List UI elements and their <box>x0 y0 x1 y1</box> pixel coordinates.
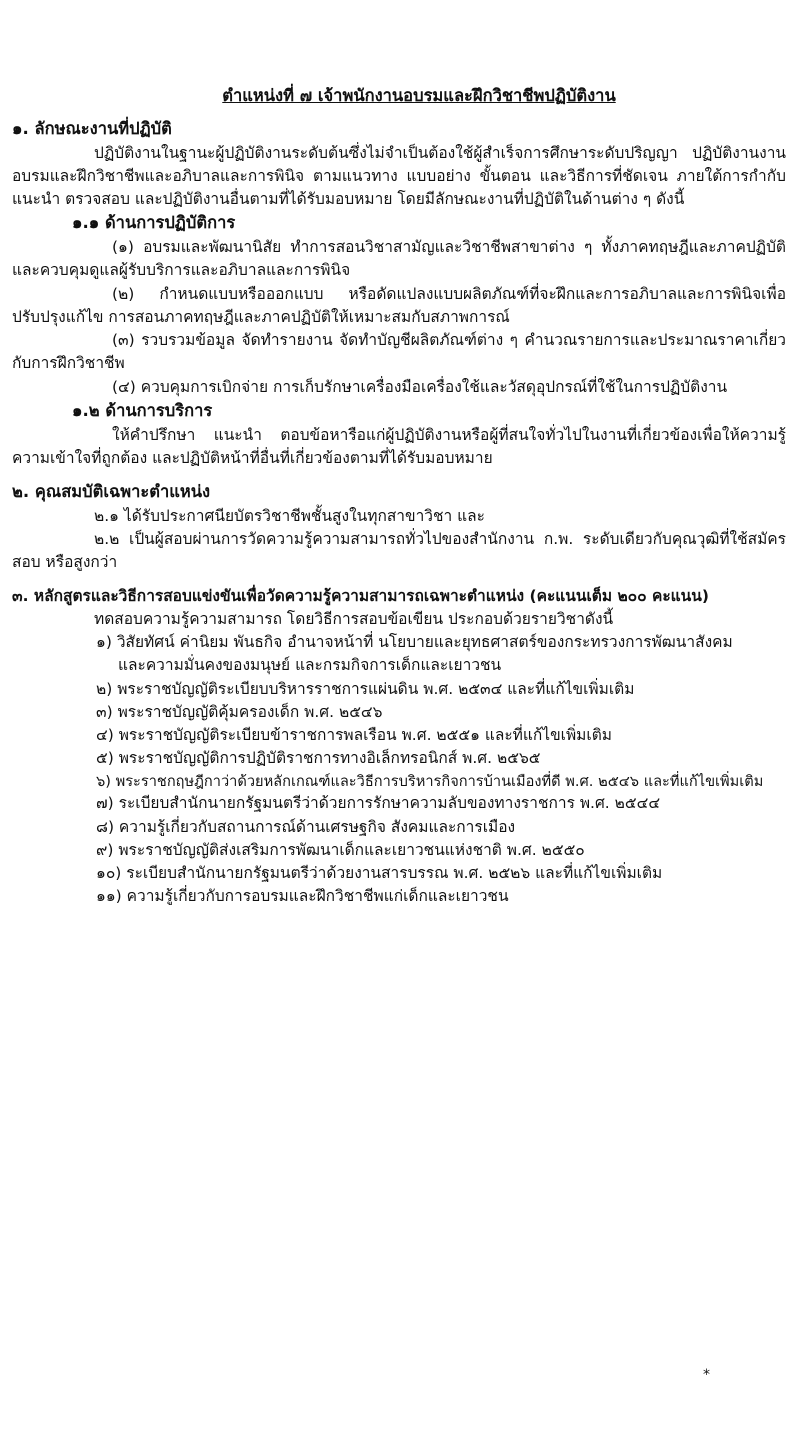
exam-subject-item: ๗) ระเบียบสำนักนายกรัฐมนตรีว่าด้วยการรักษาความลับของทางราชการ พ.ศ. ๒๕๔๔ <box>96 794 661 813</box>
exam-subject-item: ๘) ความรู้เกี่ยวกับสถานการณ์ด้านเศรษฐกิจ สังคมและการเมือง <box>96 817 516 836</box>
exam-subject-list <box>12 631 786 909</box>
exam-subject-1-line-1: ๑) วิสัยทัศน์ ค่านิยม พันธกิจ อำนาจหน้าที่ นโยบายและยุทธศาสตร์ของกระทรวงการพัฒนาสังคม <box>96 633 733 651</box>
section-1-1-item-4: (๔) ควบคุมการเบิกจ่าย การเก็บรักษาเครื่องมือเครื่องใช้และวัสดุอุปกรณ์ที่ใช้ในการปฏิบัติงาน <box>112 377 728 396</box>
exam-subject-item: ๔) พระราชบัญญัติระเบียบข้าราชการพลเรือน พ.ศ. ๒๕๕๑ และที่แก้ไขเพิ่มเติม <box>96 726 612 744</box>
section-2-heading: ๒. คุณสมบัติเฉพาะตำแหน่ง <box>12 482 211 501</box>
section-3-intro: ทดสอบความรู้ความสามารถ โดยวิธีการสอบข้อเขียน ประกอบด้วยรายวิชาดังนี้ <box>94 609 614 628</box>
exam-subject-item: ๖) พระราชกฤษฎีกาว่าด้วยหลักเกณฑ์และวิธีการบริหารกิจการบ้านเมืองที่ดี พ.ศ. ๒๕๔๖ และที่แก้ไขเพิ่มเติม <box>96 772 764 790</box>
footer-mark: * <box>703 1367 710 1383</box>
document-title: ตำแหน่งที่ ๗ เจ้าพนักงานอบรมและฝึกวิชาชีพปฏิบัติงาน <box>222 86 616 105</box>
exam-subject-item: ๒) พระราชบัญญัติระเบียบบริหารราชการแผ่นดิน พ.ศ. ๒๕๓๔ และที่แก้ไขเพิ่มเติม <box>96 679 635 698</box>
exam-subject-item: ๓) พระราชบัญญัติคุ้มครองเด็ก พ.ศ. ๒๕๔๖ <box>96 702 383 721</box>
section-1-2-heading: ๑.๒ ด้านการบริการ <box>72 400 213 420</box>
section-2-item-2: ๒.๒ เป็นผู้สอบผ่านการวัดความรู้ความสามารถทั่วไปของสำนักงาน ก.พ. ระดับเดียวกับคุณวุฒิที่ใช้สมัครสอบ หรือสูงกว่า <box>12 530 786 572</box>
exam-subject-1-line-2: และความมั่นคงของมนุษย์ และกรมกิจการเด็กและเยาวชน <box>118 656 502 675</box>
section-1-1-item-1: (๑) อบรมและพัฒนานิสัย ทำการสอนวิชาสามัญและวิชาชีพสาขาต่าง ๆ ทั้งภาคทฤษฎีและภาคปฏิบัติ และควบคุมดูแลผู้รับบริการและอภิบาลและการพินิจ <box>12 238 786 280</box>
section-3-heading: ๓. หลักสูตรและวิธีการสอบแข่งขันเพื่อวัดความรู้ความสามารถเฉพาะตำแหน่ง (คะแนนเต็ม ๒๐๐ คะแนน) <box>12 586 709 605</box>
section-1-intro: ปฏิบัติงานในฐานะผู้ปฏิบัติงานระดับต้นซึ่งไม่จำเป็นต้องใช้ผู้สำเร็จการศึกษาระดับปริญญา ปฏิบัติงานงานอบรมและฝึกวิชาชีพและอภิบาลและการพินิจ ตามแนวทาง แบบอย่าง ขั้นตอน และวิธีการที่ชัดเจน ภายใต้การกำกับ แนะนำ ตรวจสอบ และปฏิบัติงานอื่นตามที่ได้รับมอบหมาย โดยมีลักษณะงานที่ปฏิบัติในด้านต่าง ๆ ดังนี้ <box>12 143 786 208</box>
section-1-1-item-3: (๓) รวบรวมข้อมูล จัดทำรายงาน จัดทำบัญชีผลิตภัณฑ์ต่าง ๆ คำนวณรายการและประมาณราคาเกี่ยวกับการฝึกวิชาชีพ <box>12 331 786 373</box>
section-1-2-text: ให้คำปรึกษา แนะนำ ตอบข้อหารือแก่ผู้ปฏิบัติงานหรือผู้ที่สนใจทั่วไปในงานที่เกี่ยวข้องเพื่อให้ความรู้ความเข้าใจที่ถูกต้อง และปฏิบัติหน้าที่อื่นที่เกี่ยวข้องตามที่ได้รับมอบหมาย <box>12 425 786 467</box>
exam-subject-item <box>96 631 786 678</box>
section-1-1-heading: ๑.๑ ด้านการปฏิบัติการ <box>72 213 236 233</box>
section-1-1-item-2: (๒) กำหนดแบบหรือออกแบบ หรือดัดแปลงแบบผลิตภัณฑ์ที่จะฝึกและการอภิบาลและการพินิจเพื่อปรับปรุงแก้ไข การสอนภาคทฤษฎีและภาคปฏิบัติให้เหมาะสมกับสภาพการณ์ <box>12 284 786 326</box>
exam-subject-item: ๑๑) ความรู้เกี่ยวกับการอบรมและฝึกวิชาชีพแก่เด็กและเยาวชน <box>96 887 509 906</box>
exam-subject-item: ๕) พระราชบัญญัติการปฏิบัติราชการทางอิเล็กทรอนิกส์ พ.ศ. ๒๕๖๕ <box>96 749 541 768</box>
section-2-item-1: ๒.๑ ได้รับประกาศนียบัตรวิชาชีพชั้นสูงในทุกสาขาวิชา และ <box>94 506 485 525</box>
exam-subject-item: ๙) พระราชบัญญัติส่งเสริมการพัฒนาเด็กและเยาวชนแห่งชาติ พ.ศ. ๒๕๕๐ <box>96 840 585 859</box>
exam-subject-item: ๑๐) ระเบียบสำนักนายกรัฐมนตรีว่าด้วยงานสารบรรณ พ.ศ. ๒๕๒๖ และที่แก้ไขเพิ่มเติม <box>96 864 663 883</box>
section-1-heading: ๑. ลักษณะงานที่ปฏิบัติ <box>12 118 172 138</box>
